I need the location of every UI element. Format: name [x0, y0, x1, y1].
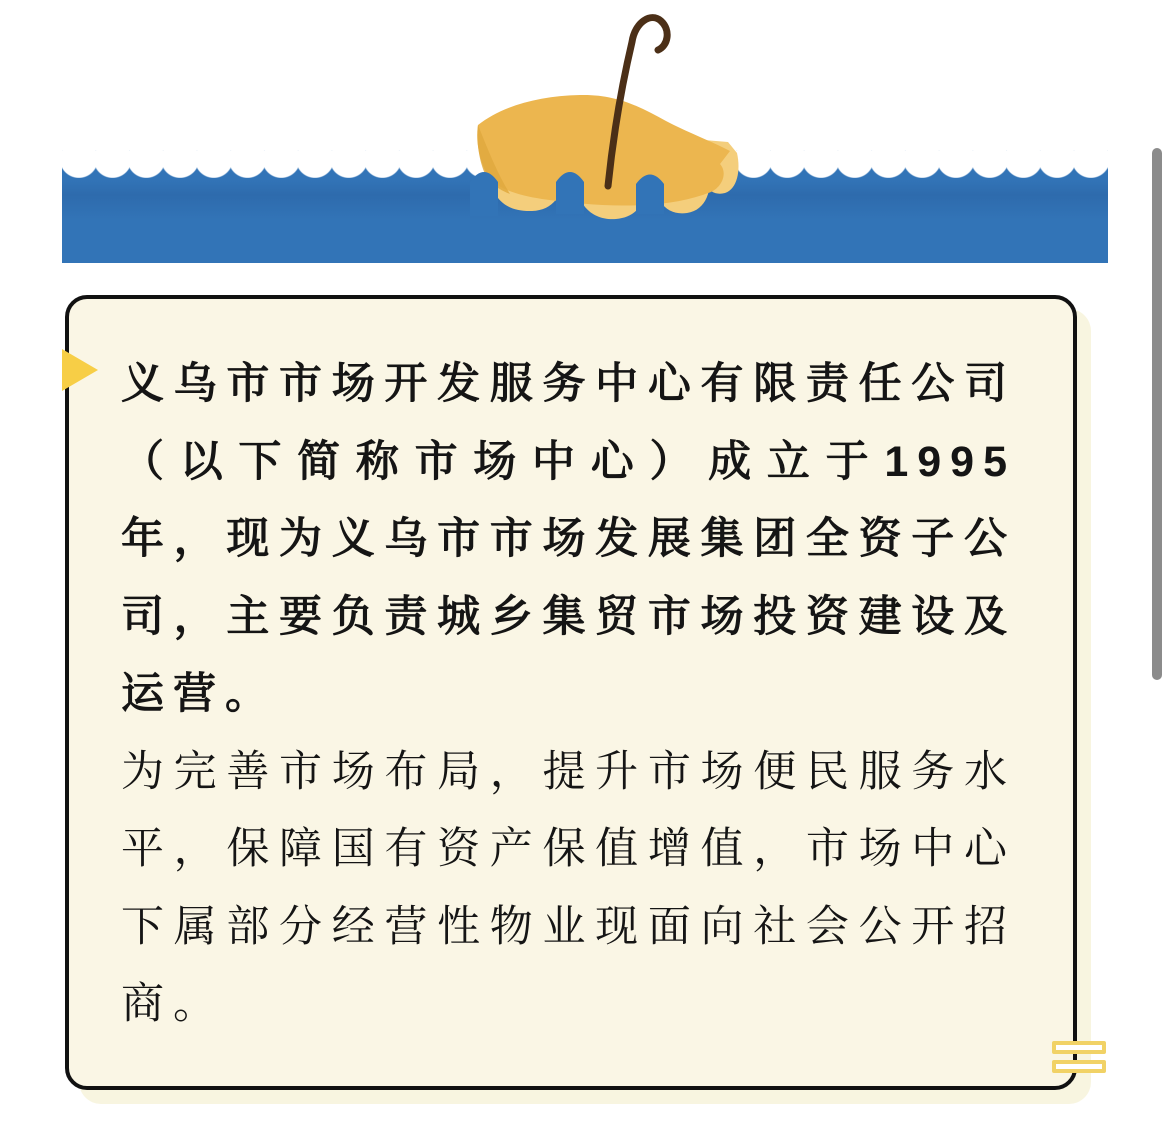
yellow-arrow-marker-icon	[62, 349, 98, 391]
content-card	[65, 295, 1077, 1090]
umbrella-illustration	[440, 0, 770, 240]
intro-paragraph: 义乌市市场开发服务中心有限责任公司（以下简称市场中心）成立于1995年，现为义乌市市场发展集团全资子公司，主要负责城乡集贸市场投资建设及运营。	[121, 360, 1016, 718]
equals-decoration-icon	[1052, 1041, 1106, 1073]
scrollbar-thumb[interactable]	[1152, 148, 1162, 680]
equals-bar	[1052, 1060, 1106, 1073]
equals-bar	[1052, 1041, 1106, 1054]
card-text	[69, 299, 1073, 1086]
umbrella-canopy	[477, 95, 730, 206]
leasing-paragraph: 为完善市场布局，提升市场便民服务水平，保障国有资产保值增值，市场中心下属部分经营性物业现面向社会公开招商。	[121, 747, 1016, 1028]
